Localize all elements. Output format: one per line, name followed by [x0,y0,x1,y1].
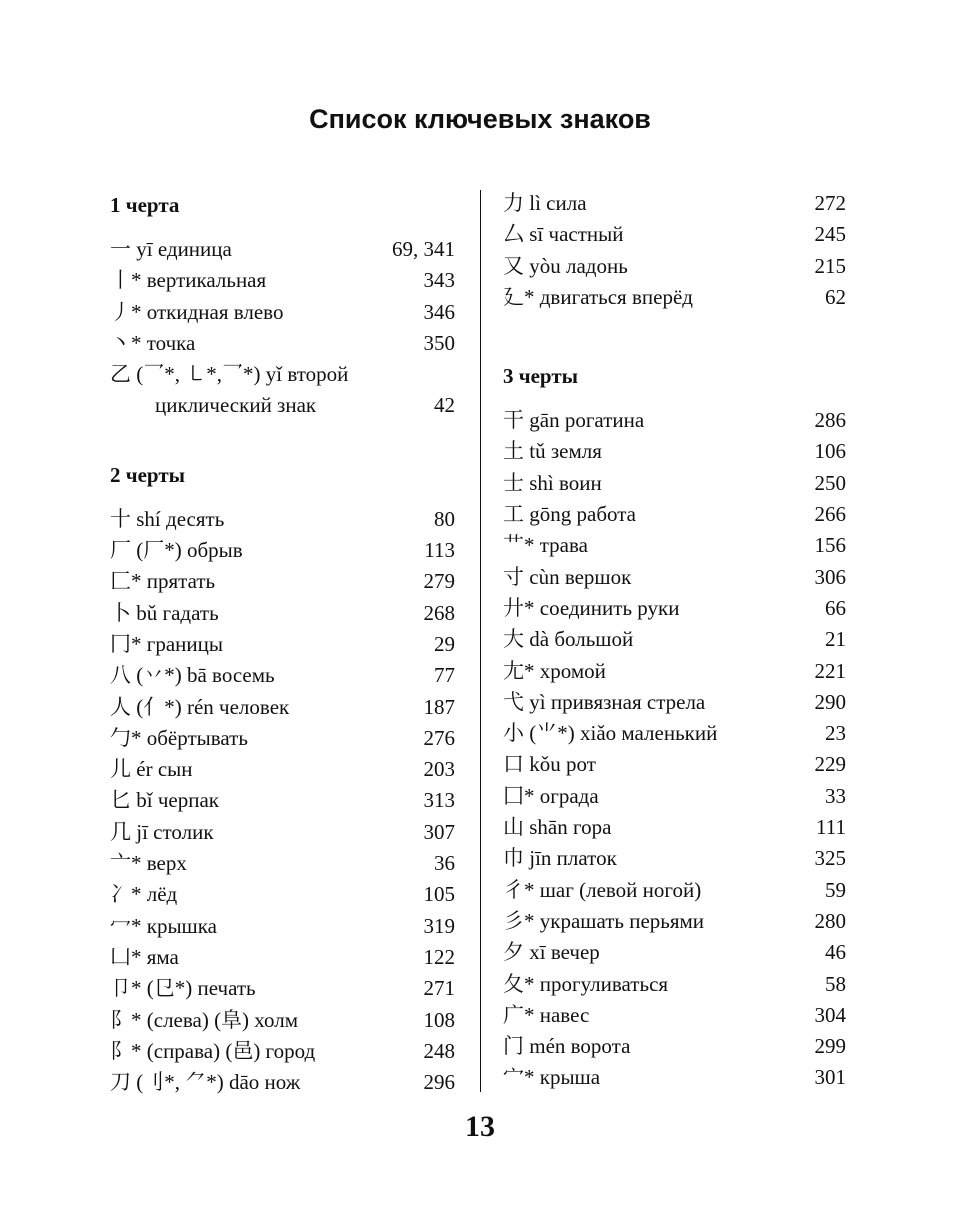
radical-entry [503,906,846,937]
radical-entry [110,535,455,566]
page-reference: 346 [423,299,455,324]
radical-text: 冂* границы [110,631,224,656]
page-reference: 58 [825,971,846,996]
entry-list-1-stroke [110,234,455,422]
page-reference: 108 [423,1007,455,1032]
radical-text: 儿 ér сын [110,757,193,782]
page-reference: 271 [423,976,455,1001]
radical-text: 廾* соединить руки [503,595,680,620]
radical-entry [503,405,846,436]
page-reference: 187 [423,694,455,719]
radical-entry [110,359,455,390]
page-reference: 66 [825,595,846,620]
radical-text: 又 yòu ладонь [503,253,628,278]
radical-text: 刀 (刂*, ⺈*) dāo нож [110,1070,301,1095]
page-reference: 203 [423,757,455,782]
radical-entry [503,436,846,467]
radical-entry [503,219,846,250]
radical-text: 夕 xī вечер [503,940,600,965]
radical-entry [110,942,455,973]
column-divider [480,190,481,1092]
page-reference: 350 [423,330,455,355]
radical-entry [503,1031,846,1062]
page-reference: 266 [814,502,846,527]
page-reference: 69, 341 [392,237,455,261]
radical-text: 尢* хромой [503,658,606,683]
radical-entry [503,687,846,718]
section-heading-1-stroke: 1 черта [110,193,180,217]
radical-entry [503,749,846,780]
radical-entry [503,1062,846,1093]
radical-entry [110,723,455,754]
radical-entry [110,973,455,1004]
page-reference: 229 [814,752,846,777]
radical-entry [110,234,455,265]
radical-entry [110,660,455,691]
page-reference: 250 [814,470,846,495]
page-reference: 343 [423,268,455,293]
page-number: 13 [465,1110,495,1143]
page-reference: 77 [434,663,455,688]
page-reference: 325 [814,846,846,871]
radical-text: 匕 bǐ черпак [110,788,219,813]
radical-text: 力 lì сила [503,191,587,215]
radical-text: 门 mén ворота [503,1034,631,1059]
page-reference: 280 [814,908,846,933]
page-reference: 301 [814,1065,846,1090]
radical-entry [503,781,846,812]
radical-text: 夂* прогуливаться [503,971,669,996]
radical-text: 丿* откидная влево [110,299,284,324]
radical-text: 亠* верх [110,851,187,876]
radical-text: 艹* трава [503,533,588,558]
radical-entry [503,530,846,561]
page-reference: 122 [423,944,455,969]
radical-text: 卩* (㔾*) печать [110,976,256,1001]
radical-text: 彡* украшать перьями [503,908,705,933]
radical-text: 彳* шаг (левой ногой) [503,877,702,902]
page-reference: 296 [423,1070,455,1095]
radical-text: 寸 cùn вершок [503,564,632,589]
entry-list-3-strokes [503,405,846,1094]
radical-entry [503,499,846,530]
radical-entry [503,875,846,906]
page-reference: 106 [814,439,846,464]
radical-entry [110,911,455,942]
radical-text: 乙 (乛*, ㇄*,乛*) yǐ второй [110,362,349,387]
radical-text: циклический знак [155,393,317,418]
page-reference: 299 [814,1034,846,1059]
radical-entry [110,297,455,328]
radical-entry [503,624,846,655]
page-reference: 62 [825,284,846,309]
radical-entry [110,879,455,910]
page-reference: 29 [434,631,455,656]
page-reference: 306 [814,564,846,589]
radical-text: 士 shì воин [503,470,602,495]
page-reference: 42 [434,393,455,418]
radical-text: 工 gōng работа [503,502,636,527]
radical-entry [110,848,455,879]
radical-entry [503,969,846,1000]
radical-entry [110,265,455,296]
page-reference: 268 [423,600,455,625]
radical-text: 凵* яма [110,944,179,969]
radical-text: 阝* (справа) (邑) город [110,1038,316,1063]
radical-entry [110,1005,455,1036]
radical-entry [503,468,846,499]
radical-entry [503,188,846,219]
radical-text: 丨* вертикальная [110,268,267,293]
page-reference: 215 [814,253,846,278]
page-reference: 46 [825,940,846,965]
page-reference: 80 [434,506,455,531]
radical-entry [503,937,846,968]
radical-text: 囗* ограда [503,783,599,808]
radical-entry [503,1000,846,1031]
radical-text: 八 (丷*) bā восемь [110,663,275,688]
section-heading-2-strokes: 2 черты [110,462,186,487]
radical-entry [110,754,455,785]
radical-entry [110,1067,455,1098]
page-reference: 105 [423,882,455,907]
section-heading-3-strokes: 3 черты [503,364,579,389]
radical-entry [503,562,846,593]
page-reference: 248 [423,1038,455,1063]
radical-entry [503,656,846,687]
radical-text: 宀* крыша [503,1065,601,1090]
radical-entry [110,1036,455,1067]
radical-entry [503,593,846,624]
page-reference: 276 [423,725,455,750]
radical-text: 一 yī единица [110,237,232,261]
page-reference: 221 [814,658,846,683]
page-reference: 156 [814,533,846,558]
right-column [503,188,846,1094]
radical-entry [110,566,455,597]
radical-text: 阝* (слева) (阜) холм [110,1007,298,1032]
radical-text: 人 (亻*) rén человек [110,694,290,719]
radical-entry [110,785,455,816]
page-reference: 307 [423,819,455,844]
page-reference: 113 [424,538,455,563]
radical-entry [110,390,455,421]
radical-text: 山 shān гора [503,815,612,840]
radical-text: 土 tǔ земля [503,439,602,464]
entry-list-2-strokes [110,504,455,1099]
left-column [110,188,455,1098]
radical-text: 厂 (厂*) обрыв [110,538,243,563]
page-reference: 319 [423,913,455,938]
radical-entry [503,843,846,874]
radical-entry [110,328,455,359]
entry-list-2-strokes-continued [503,188,846,313]
page-reference: 279 [423,569,455,594]
page-reference: 245 [814,222,846,247]
page-reference: 111 [816,815,846,840]
page-reference: 290 [814,689,846,714]
radical-text: 大 dà большой [503,627,634,652]
radical-text: 十 shí десять [110,506,225,531]
page-title: Список ключевых знаков [309,104,651,134]
radical-text: 小 (⺌*) xiǎo маленький [503,721,718,746]
page-reference: 286 [814,408,846,433]
radical-entry [110,598,455,629]
radical-text: 几 jī столик [110,819,214,844]
radical-text: 口 kǒu рот [503,752,596,777]
page-reference: 21 [825,627,846,652]
radical-entry [503,812,846,843]
radical-text: 匚* прятать [110,569,216,594]
page-reference: 36 [434,851,455,876]
radical-text: 冖* крышка [110,913,217,938]
page-reference: 59 [825,877,846,902]
radical-text: 勹* обёртывать [110,725,248,750]
radical-text: 丶* точка [110,330,196,355]
radical-entry [110,692,455,723]
radical-entry [503,251,846,282]
radical-text: 厶 sī частный [503,222,624,247]
page-reference: 33 [825,783,846,808]
radical-entry [503,282,846,313]
radical-text: 巾 jīn платок [503,846,617,871]
radical-text: 冫* лёд [110,882,178,907]
radical-text: 干 gān рогатина [503,408,645,433]
radical-text: 卜 bǔ гадать [110,600,219,625]
page-reference: 272 [814,191,846,215]
page-reference: 304 [814,1002,846,1027]
radical-text: 廴* двигаться вперёд [503,284,693,309]
radical-entry [110,629,455,660]
radical-text: 广* навес [503,1002,590,1027]
radical-text: 弋 yì привязная стрела [503,689,706,714]
radical-entry [503,718,846,749]
page-reference: 23 [825,721,846,746]
radical-entry [110,817,455,848]
page-reference: 313 [423,788,455,813]
radical-entry [110,504,455,535]
